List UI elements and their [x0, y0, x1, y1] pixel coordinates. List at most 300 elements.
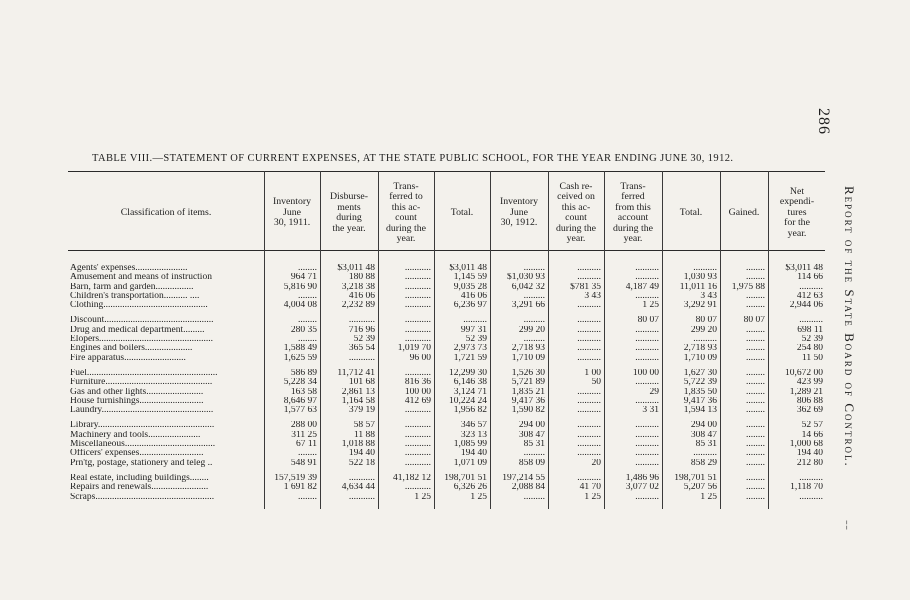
- cell-transfrom: 80 07: [637, 316, 659, 326]
- cell-transto: 412 69: [404, 396, 431, 406]
- column-header-line: June: [510, 206, 528, 218]
- cell-disb: 4,634 44: [341, 483, 375, 493]
- cell-transto: ...........: [404, 368, 431, 378]
- cell-gained: 1,975 88: [731, 282, 765, 292]
- cell-transfrom: ..........: [635, 378, 659, 388]
- cell-inv1912: .........: [523, 264, 545, 273]
- column-header-line: Net: [789, 185, 805, 197]
- column-header-line: ferred to: [389, 191, 423, 202]
- cell-total1: 6,236 97: [453, 301, 487, 311]
- table-row: [0, 264, 910, 273]
- cell-total1: ..........: [463, 316, 487, 326]
- cell-disb: 2,861 13: [341, 387, 375, 397]
- cell-disb: 716 96: [348, 325, 375, 335]
- table-row: [0, 483, 910, 492]
- table-row: [0, 344, 910, 353]
- cell-inv1911: ........: [298, 264, 317, 273]
- cell-total2: ..........: [693, 335, 717, 345]
- table-body: [0, 264, 910, 502]
- row-label: Scraps..................................................: [70, 492, 215, 502]
- column-header-line: count: [395, 212, 417, 223]
- column-header-line: Inventory: [499, 196, 539, 208]
- column-header-line: Trans-: [393, 180, 419, 192]
- cell-inv1911: 5,816 90: [283, 282, 317, 292]
- table-row: [0, 406, 910, 415]
- cell-cash: ..........: [577, 273, 601, 283]
- cell-total1: 12,299 30: [449, 368, 487, 378]
- cell-inv1912: .........: [523, 492, 545, 502]
- cell-disb: 522 18: [348, 458, 375, 468]
- cell-transfrom: ..........: [635, 353, 659, 363]
- cell-inv1911: 1,577 63: [283, 406, 317, 416]
- cell-transto: ...........: [404, 458, 431, 468]
- cell-gained: ........: [746, 264, 765, 273]
- cell-gained: ........: [746, 368, 765, 378]
- cell-total2: 1,835 50: [683, 387, 717, 397]
- cell-transto: 1,019 70: [397, 344, 431, 354]
- cell-cash: ..........: [577, 449, 601, 459]
- cell-total1: 1 25: [470, 492, 487, 502]
- cell-total1: 997 31: [460, 325, 487, 335]
- column-header-line: 30, 1911.: [273, 217, 311, 229]
- cell-inv1911: 1 691 82: [283, 483, 317, 493]
- cell-transfrom: 4,187 49: [625, 282, 659, 292]
- cell-cash: ..........: [577, 301, 601, 311]
- cell-cash: ..........: [577, 473, 601, 483]
- cell-total2: 80 07: [695, 316, 717, 326]
- cell-inv1911: ........: [298, 291, 317, 301]
- cell-gained: ........: [746, 335, 765, 345]
- cell-inv1912: 9,417 36: [511, 396, 545, 406]
- table-row: [0, 273, 910, 282]
- column-header-line: 30, 1912.: [500, 217, 538, 229]
- cell-inv1912: 308 47: [518, 430, 545, 440]
- cell-net: 194 40: [796, 449, 823, 459]
- table-row: [0, 326, 910, 335]
- cell-total1: 346 57: [460, 421, 487, 431]
- cell-net: $3,011 48: [785, 264, 823, 273]
- cell-inv1911: 4,004 08: [283, 301, 317, 311]
- cell-gained: ........: [746, 449, 765, 459]
- cell-transto: 96 00: [409, 353, 431, 363]
- cell-gained: ........: [746, 458, 765, 468]
- cell-transfrom: ..........: [635, 492, 659, 502]
- row-label: Agents' expenses......................: [70, 264, 188, 273]
- cell-inv1911: 964 71: [290, 273, 317, 283]
- cell-net: ..........: [799, 316, 823, 326]
- column-header-inv1912: [490, 178, 548, 248]
- row-label: Amusement and means of instruction: [70, 273, 212, 283]
- cell-net: ..........: [799, 492, 823, 502]
- cell-transto: ...........: [404, 316, 431, 326]
- table-row: [0, 449, 910, 458]
- cell-total2: 3 43: [700, 291, 717, 301]
- table-row: [0, 431, 910, 440]
- cell-gained: ........: [746, 483, 765, 493]
- cell-cash: ..........: [577, 353, 601, 363]
- cell-net: 114 66: [797, 273, 823, 283]
- cell-total1: 198,701 51: [444, 473, 487, 483]
- column-header-line: Total.: [450, 206, 474, 218]
- column-header-line: June: [283, 206, 301, 218]
- cell-total1: 1,085 99: [453, 440, 487, 450]
- cell-total2: 1,627 30: [683, 368, 717, 378]
- column-header-gained: [720, 178, 768, 248]
- row-label: Engines and boilers....................: [70, 344, 193, 354]
- column-header-line: year.: [566, 233, 586, 244]
- cell-cash: ..........: [577, 344, 601, 354]
- cell-transfrom: ..........: [635, 449, 659, 459]
- cell-net: 14 66: [801, 430, 823, 440]
- table-row: [0, 459, 910, 468]
- cell-transto: ...........: [404, 301, 431, 311]
- column-header-cash: [548, 178, 604, 248]
- column-header-line: tures: [787, 206, 807, 218]
- cell-disb: 58 57: [353, 421, 375, 431]
- cell-total1: 52 39: [465, 335, 487, 345]
- cell-transfrom: 3 31: [642, 406, 659, 416]
- column-header-line: during the: [613, 222, 653, 234]
- table-row: [0, 397, 910, 406]
- cell-cash: ..........: [577, 335, 601, 345]
- cell-total1: 9,035 28: [453, 282, 487, 292]
- cell-inv1911: ........: [298, 449, 317, 459]
- column-header-item: [68, 178, 264, 248]
- table-row: [0, 474, 910, 483]
- cell-net: 806 88: [796, 396, 823, 406]
- table-top-rule: [68, 171, 825, 172]
- cell-transfrom: ..........: [635, 421, 659, 431]
- column-header-total2: [662, 178, 720, 248]
- cell-net: 362 69: [796, 406, 823, 416]
- cell-cash: 41 70: [579, 483, 601, 493]
- cell-transfrom: ..........: [635, 396, 659, 406]
- cell-transto: ...........: [404, 291, 431, 301]
- cell-net: 11 50: [801, 353, 823, 363]
- cell-transfrom: ..........: [635, 430, 659, 440]
- cell-total2: 294 00: [690, 421, 717, 431]
- cell-gained: ........: [746, 291, 765, 301]
- cell-inv1911: ........: [298, 316, 317, 326]
- cell-gained: 80 07: [743, 316, 765, 326]
- column-header-line: ferred: [621, 191, 645, 202]
- table-row: [0, 283, 910, 292]
- cell-cash: 20: [591, 458, 601, 468]
- cell-gained: ........: [746, 421, 765, 431]
- column-header-line: during the: [556, 222, 596, 234]
- table-row: [0, 316, 910, 325]
- cell-disb: ...........: [348, 316, 375, 326]
- cell-inv1912: .........: [523, 335, 545, 345]
- cell-inv1912: 85 31: [523, 440, 545, 450]
- cell-transto: 1 25: [414, 492, 431, 502]
- column-header-line: the year.: [332, 222, 366, 234]
- column-header-line: Trans-: [620, 180, 646, 192]
- cell-inv1912: 2,088 84: [511, 483, 545, 493]
- cell-net: 10,672 00: [785, 368, 823, 378]
- cell-inv1912: 858 09: [518, 458, 545, 468]
- row-label: Elopers................................................: [70, 335, 214, 345]
- cell-transfrom: ..........: [635, 273, 659, 283]
- column-header-transto: [378, 178, 434, 248]
- cell-total2: 299 20: [690, 325, 717, 335]
- column-header-net: [768, 178, 826, 248]
- cell-cash: ..........: [577, 264, 601, 273]
- cell-disb: 11 88: [353, 430, 375, 440]
- column-header-line: ceived on: [557, 191, 595, 202]
- cell-transfrom: ..........: [635, 458, 659, 468]
- cell-transto: ...........: [404, 406, 431, 416]
- cell-transto: ...........: [404, 440, 431, 450]
- table-row: [0, 301, 910, 310]
- cell-transfrom: ..........: [635, 291, 659, 301]
- cell-transto: ...........: [404, 421, 431, 431]
- cell-gained: ........: [746, 353, 765, 363]
- table-title: TABLE VIII.—STATEMENT OF CURRENT EXPENSES, AT THE STATE PUBLIC SCHOOL, FOR THE YEAR ENDING JUNE 30, 1912.: [92, 153, 734, 164]
- cell-inv1912: .........: [523, 316, 545, 326]
- column-header-line: this ac-: [391, 201, 421, 213]
- cell-inv1911: 548 91: [290, 458, 317, 468]
- cell-total1: 1,956 82: [453, 406, 487, 416]
- column-header-line: for the: [784, 217, 810, 229]
- cell-disb: 3,218 38: [341, 282, 375, 292]
- cell-inv1911: 163 58: [290, 387, 317, 397]
- edge-marks: ╎: [844, 520, 850, 530]
- row-label: Real estate, including buildings........: [70, 473, 209, 483]
- cell-inv1912: 299 20: [518, 325, 545, 335]
- running-head: Report of the State Board of Control.: [842, 186, 857, 468]
- row-label: Discount..............................................: [70, 316, 214, 326]
- cell-transfrom: 1 25: [642, 301, 659, 311]
- cell-disb: 194 40: [348, 449, 375, 459]
- cell-net: 254 80: [796, 344, 823, 354]
- row-label: Library.................................................: [70, 421, 215, 431]
- table-row: [0, 369, 910, 378]
- cell-net: 212 80: [796, 458, 823, 468]
- cell-inv1911: 5,228 34: [283, 378, 317, 388]
- column-header-line: year.: [396, 233, 416, 244]
- cell-net: 52 39: [801, 335, 823, 345]
- cell-inv1911: 1,625 59: [283, 353, 317, 363]
- cell-total1: 6,326 26: [453, 483, 487, 493]
- cell-cash: ..........: [577, 387, 601, 397]
- column-header-line: Disburse-: [329, 191, 369, 202]
- cell-total2: 1 25: [700, 492, 717, 502]
- cell-cash: ..........: [577, 440, 601, 450]
- cell-disb: 2,232 89: [341, 301, 375, 311]
- column-header-line: account: [617, 212, 649, 223]
- cell-transfrom: 100 00: [632, 368, 659, 378]
- cell-total1: 2,973 73: [453, 344, 487, 354]
- table-row: [0, 335, 910, 344]
- row-label: Fuel.......................................................: [70, 368, 218, 378]
- cell-transfrom: ..........: [635, 440, 659, 450]
- cell-transto: ...........: [404, 449, 431, 459]
- cell-transto: ...........: [404, 264, 431, 273]
- column-header-line: during: [336, 212, 362, 223]
- cell-transto: 816 36: [404, 378, 431, 388]
- cell-inv1911: 311 25: [291, 430, 317, 440]
- cell-disb: ...........: [348, 473, 375, 483]
- row-label: Repairs and renewals........................: [70, 483, 209, 493]
- cell-disb: 101 68: [348, 378, 375, 388]
- cell-total2: 5,207 56: [683, 483, 717, 493]
- cell-inv1912: 5,721 89: [511, 378, 545, 388]
- column-header-line: year.: [623, 233, 643, 244]
- cell-transto: ...........: [404, 430, 431, 440]
- cell-transfrom: ..........: [635, 325, 659, 335]
- cell-net: ..........: [799, 282, 823, 292]
- cell-disb: 180 88: [348, 273, 375, 283]
- row-label: Gas and other lights........................: [70, 387, 204, 397]
- cell-total1: 10,224 24: [449, 396, 487, 406]
- column-header-line: ments: [337, 201, 361, 213]
- row-label: Furniture.............................................: [70, 378, 213, 388]
- row-label: Drug and medical department.........: [70, 325, 205, 335]
- cell-inv1911: 1,588 49: [283, 344, 317, 354]
- cell-cash: ..........: [577, 325, 601, 335]
- cell-transto: ...........: [404, 273, 431, 283]
- cell-cash: 1 25: [584, 492, 601, 502]
- cell-total1: 194 40: [460, 449, 487, 459]
- cell-transfrom: ..........: [635, 264, 659, 273]
- cell-net: 1,118 70: [790, 483, 823, 493]
- cell-total2: 85 31: [695, 440, 717, 450]
- column-header-line: Inventory: [272, 196, 312, 208]
- cell-total1: 6,146 38: [453, 378, 487, 388]
- column-header-total1: [434, 178, 490, 248]
- row-label: Prn'tg, postage, stationery and teleg ..: [70, 458, 213, 468]
- column-header-line: expendi-: [779, 196, 815, 208]
- cell-transto: 100 00: [404, 387, 431, 397]
- table-row: [0, 292, 910, 301]
- cell-disb: 52 39: [353, 335, 375, 345]
- cell-inv1912: 6,042 32: [511, 282, 545, 292]
- cell-net: 52 57: [801, 421, 823, 431]
- cell-disb: ...........: [348, 353, 375, 363]
- cell-inv1912: .........: [523, 291, 545, 301]
- row-label: Barn, farm and garden................: [70, 282, 194, 292]
- cell-cash: ..........: [577, 396, 601, 406]
- cell-total2: 2,718 93: [683, 344, 717, 354]
- cell-gained: ........: [746, 440, 765, 450]
- cell-total2: 1,710 09: [683, 353, 717, 363]
- column-header-transfrom: [604, 178, 662, 248]
- cell-gained: ........: [746, 492, 765, 502]
- cell-total2: ..........: [693, 449, 717, 459]
- row-label: Miscellaneous......................................: [70, 440, 216, 450]
- cell-inv1911: ........: [298, 492, 317, 502]
- cell-total1: 1,071 09: [453, 458, 487, 468]
- cell-transfrom: 29: [649, 387, 659, 397]
- cell-total1: 416 06: [460, 291, 487, 301]
- cell-disb: ...........: [348, 492, 375, 502]
- column-header-inv1911: [264, 178, 320, 248]
- cell-transto: ...........: [404, 335, 431, 345]
- cell-inv1911: 288 00: [290, 421, 317, 431]
- cell-inv1912: 197,214 55: [502, 473, 545, 483]
- cell-inv1911: 586 89: [290, 368, 317, 378]
- cell-net: 423 99: [796, 378, 823, 388]
- cell-inv1911: 67 11: [295, 440, 317, 450]
- column-header-line: during the: [386, 222, 426, 234]
- cell-total2: 1,030 93: [683, 273, 717, 283]
- row-label: Children's transportation.......... ....: [70, 291, 200, 301]
- cell-net: 1,000 68: [789, 440, 823, 450]
- column-header-line: count: [565, 212, 587, 223]
- cell-transto: ...........: [404, 282, 431, 292]
- column-header-disb: [320, 178, 378, 248]
- cell-inv1912: 294 00: [518, 421, 545, 431]
- cell-cash: ..........: [577, 406, 601, 416]
- cell-net: 2,944 06: [789, 301, 823, 311]
- cell-gained: ........: [746, 430, 765, 440]
- row-label: Machinery and tools......................: [70, 430, 201, 440]
- column-header-line: this ac-: [561, 201, 591, 213]
- header-rule: [68, 250, 825, 251]
- row-label: Laundry...............................................: [70, 406, 214, 416]
- cell-inv1911: ........: [298, 335, 317, 345]
- cell-total2: 11,011 16: [679, 282, 717, 292]
- cell-inv1912: 2,718 93: [511, 344, 545, 354]
- cell-total1: 3,124 71: [453, 387, 487, 397]
- table-row: [0, 421, 910, 430]
- column-header-line: Classification of items.: [120, 206, 212, 218]
- cell-disb: 416 06: [348, 291, 375, 301]
- cell-cash: ..........: [577, 421, 601, 431]
- row-label: Clothing............................................: [70, 301, 208, 311]
- cell-cash: 3 43: [584, 291, 601, 301]
- cell-gained: ........: [746, 473, 765, 483]
- cell-cash: 1 00: [584, 368, 601, 378]
- table-row: [0, 388, 910, 397]
- cell-disb: $3,011 48: [337, 264, 375, 273]
- row-label: Fire apparatus..........................: [70, 353, 186, 363]
- cell-total2: 858 29: [690, 458, 717, 468]
- cell-gained: ........: [746, 301, 765, 311]
- cell-transto: ...........: [404, 325, 431, 335]
- cell-gained: ........: [746, 325, 765, 335]
- cell-gained: ........: [746, 406, 765, 416]
- cell-cash: ..........: [577, 316, 601, 326]
- cell-inv1912: 1,710 09: [511, 353, 545, 363]
- cell-cash: $781 35: [570, 282, 601, 292]
- table-row: [0, 378, 910, 387]
- cell-inv1912: 1,526 30: [511, 368, 545, 378]
- cell-disb: 365 54: [348, 344, 375, 354]
- cell-inv1912: 1,835 21: [511, 387, 545, 397]
- cell-total1: 1,721 59: [453, 353, 487, 363]
- cell-disb: 11,712 41: [337, 368, 375, 378]
- cell-net: ..........: [799, 473, 823, 483]
- table-row: [0, 440, 910, 449]
- cell-total2: ..........: [693, 264, 717, 273]
- cell-inv1911: 157,519 39: [274, 473, 317, 483]
- column-header-line: Gained.: [728, 206, 760, 218]
- cell-total2: 198,701 51: [674, 473, 717, 483]
- row-label: Officers' expenses...........................: [70, 449, 204, 459]
- cell-inv1912: 1,590 82: [511, 406, 545, 416]
- table-row: [0, 493, 910, 502]
- cell-disb: 379 19: [348, 406, 375, 416]
- cell-total1: 323 13: [460, 430, 487, 440]
- cell-transfrom: ..........: [635, 344, 659, 354]
- column-header-line: from this: [615, 201, 651, 213]
- cell-inv1912: 3,291 66: [511, 301, 545, 311]
- column-header-line: year.: [787, 227, 807, 239]
- table-row: [0, 354, 910, 363]
- cell-gained: ........: [746, 344, 765, 354]
